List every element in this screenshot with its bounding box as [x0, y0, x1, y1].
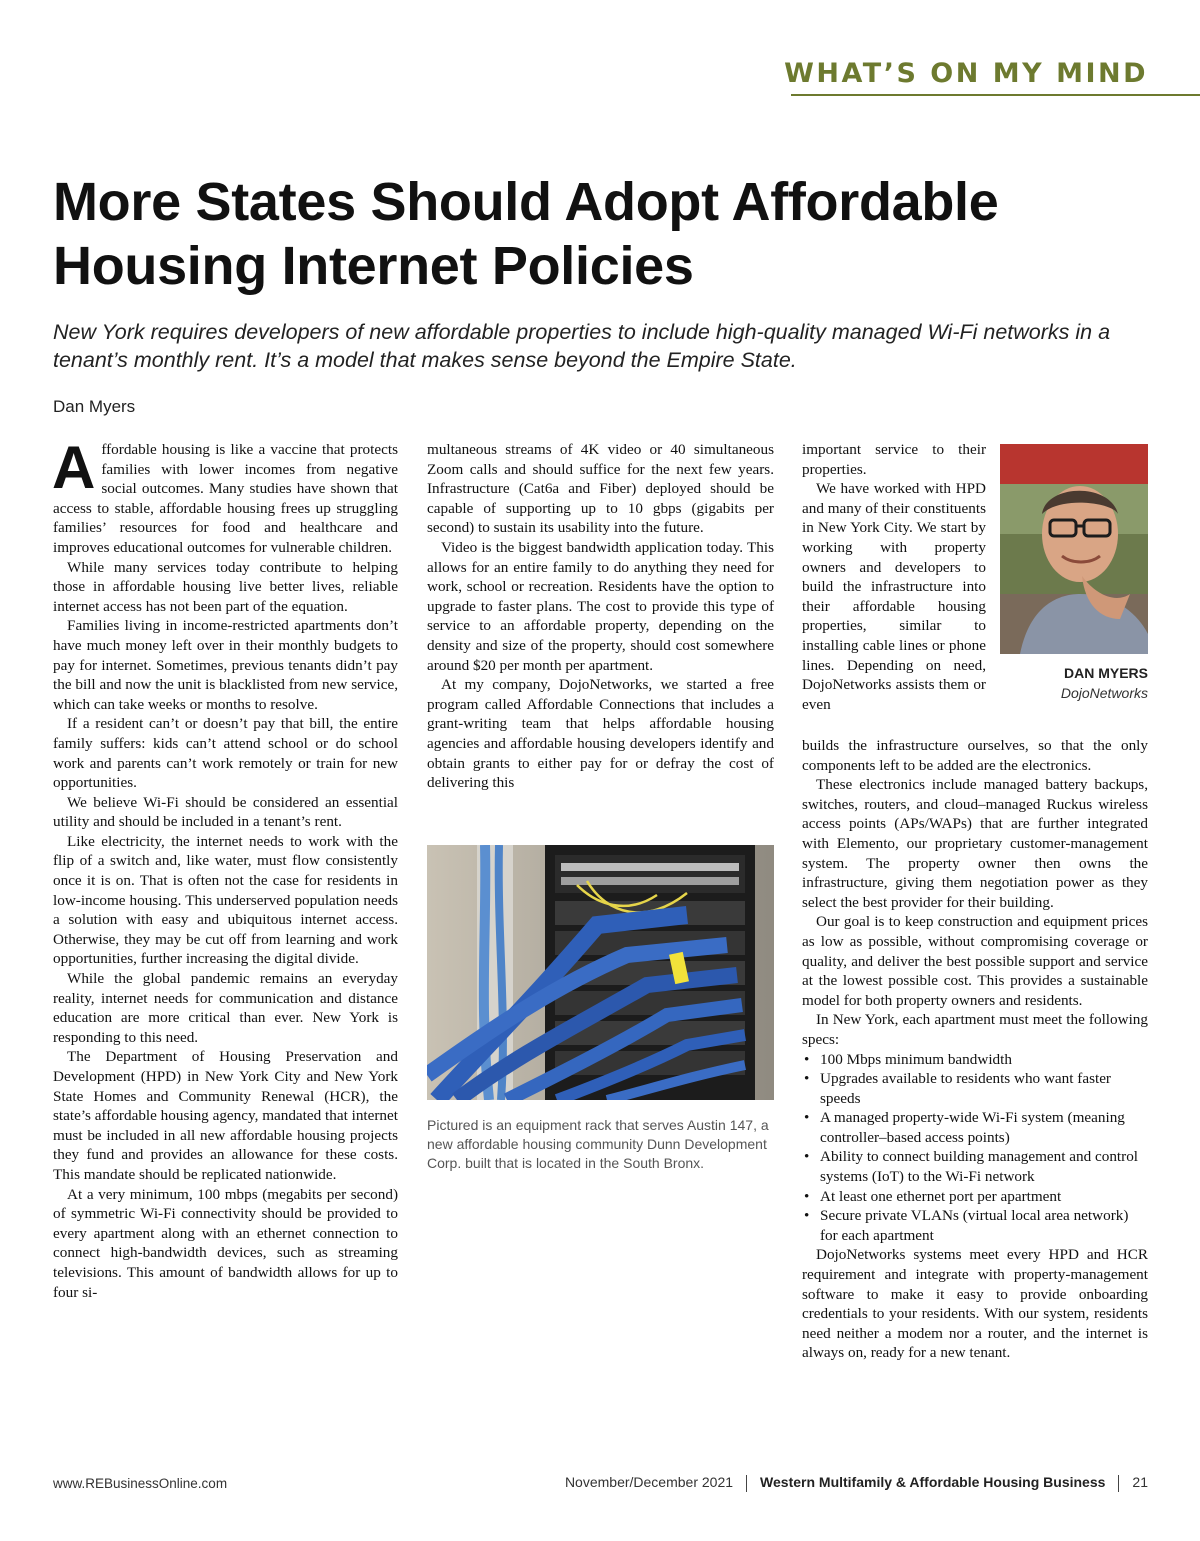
paragraph: Our goal is to keep construction and equipment prices as low as possible, without compromising coverage or quality, and deliver the best possible support and service at the lowest possible cost. This provides a sustainable model for both property owners and residents. — [802, 913, 1148, 1009]
photo-caption: Pictured is an equipment rack that serves Austin 147, a new affordable housing community Dunn Development Corp. built that is located in the South Bronx. — [427, 1117, 769, 1171]
drop-cap: A — [52, 434, 96, 501]
section-rule — [791, 94, 1200, 96]
list-item: • 100 Mbps minimum bandwidth — [802, 1050, 1148, 1070]
paragraph: While the global pandemic remains an everyday reality, internet needs for communication and distance education are more critical than ever. New York is responding to this need. — [53, 970, 398, 1046]
paragraph-text: ffordable housing is like a vaccine that protects families with lower incomes from negative social outcomes. Many studies have shown that access to stable, affordable housing frees up struggling families’ resources for food and healthcare and improves educational outcomes for vulnerable children. — [53, 441, 398, 556]
paragraph — [52, 434, 398, 558]
paragraph: DojoNetworks systems meet every HPD and HCR requirement and integrate with property-management software to make it easy to provide onboarding credentials to your residents. With our system, residents need neither a modem nor a router, and the internet is always on, ready for a new tenant. — [802, 1246, 1148, 1362]
section-tag: WHAT’S ON MY MIND — [784, 58, 1148, 89]
list-item: • At least one ethernet port per apartment — [802, 1187, 1148, 1207]
paragraph: Video is the biggest bandwidth application today. This allows for an entire family to do anything they need for work, school or recreation. Residents have the option to upgrade to faster plans. The cost to provide this type of service to an affordable property, depending on the density and size of the property, should cost somewhere around $20 per month per apartment. — [427, 538, 774, 674]
paragraph: We believe Wi-Fi should be considered an essential utility and should be included in a tenant’s rent. — [53, 793, 398, 831]
page-number: 21 — [1132, 1474, 1148, 1490]
paragraph: The Department of Housing Preservation and Development (HPD) in New York City and New York State Homes and Community Renewal (HCR), the state’s affordable housing agency, mandated that internet must be included in all new affordable housing projects they fund and provides an allowance for these costs. This mandate should be replicated nationwide. — [53, 1048, 398, 1183]
list-item: • Ability to connect building management and control systems (IoT) to the Wi-Fi network — [802, 1147, 1148, 1186]
divider — [1118, 1475, 1119, 1492]
paragraph: While many services today contribute to helping those in affordable housing live better lives, reliable internet access has not been part of the equation. — [53, 558, 398, 615]
list-item: • A managed property-wide Wi-Fi system (meaning controller–based access points) — [802, 1108, 1148, 1147]
column-2 — [427, 440, 774, 793]
paragraph: These electronics include managed battery backups, switches, routers, and cloud–managed Ruckus wireless access points (APs/WAPs) that are further integrated with Elemento, our proprietary customer-management system. The property owner then owns the infrastructure, giving them negotiation power as they select the best provider for their building. — [802, 776, 1148, 911]
byline: Dan Myers — [53, 397, 136, 416]
column-1 — [52, 434, 398, 1302]
paragraph: builds the infrastructure ourselves, so that the only components left to be added are the electronics. — [802, 737, 1148, 774]
paragraph: important service to their properties. — [802, 441, 986, 478]
footer-url-link[interactable]: www.REBusinessOnline.com — [53, 1476, 228, 1491]
footer-info — [565, 1474, 1148, 1492]
paragraph: multaneous streams of 4K video or 40 simultaneous Zoom calls and should suffice for the next few years. Infrastructure (Cat6a and Fiber) deployed should be capable of supporting up to 10 gbps (gigabits per second) to sustain its usability into the future. — [427, 441, 774, 537]
column-3-top — [802, 440, 986, 714]
list-item: • Secure private VLANs (virtual local area network) for each apartment — [802, 1206, 1148, 1245]
paragraph: Like electricity, the internet needs to work with the flip of a switch and, like water, must flow consistently once it is on. That is often not the case for residents in low-income housing. This underserved population needs a solution with easy and ubiquitous internet access. Otherwise, they may be cut off from learning and work opportunities, further increasing the digital divide. — [53, 832, 398, 968]
paragraph: Families living in income-restricted apartments don’t have much money left over in their monthly budgets to pay for internet. Sometimes, previous tenants didn’t pay the bill and now the unit is blacklisted from new service, which can take weeks or months to resolve. — [53, 617, 398, 713]
paragraph: At my company, DojoNetworks, we started a free program called Affordable Connections that includes a grant-writing team that helps affordable housing agencies and affordable housing developers identify and obtain grants to either pay for or defray the cost of delivering this — [427, 676, 774, 792]
paragraph: In New York, each apartment must meet the following specs: — [802, 1011, 1148, 1048]
column-3 — [802, 736, 1148, 1363]
equipment-rack-photo — [427, 845, 774, 1100]
deck: New York requires developers of new affordable properties to include high-quality managed Wi-Fi networks in a tenant’s monthly rent. It’s a model that makes sense beyond the Empire State. — [53, 320, 1111, 372]
magazine-name: Western Multifamily & Affordable Housing Business — [760, 1474, 1106, 1490]
list-item: • Upgrades available to residents who want faster speeds — [802, 1069, 1148, 1108]
portrait-organization: DojoNetworks — [1060, 685, 1148, 701]
paragraph: If a resident can’t or doesn’t pay that bill, the entire family suffers: kids can’t attend school or do school work and parents can’t work remotely or train for new opportunities. — [53, 715, 398, 792]
issue-date: November/December 2021 — [564, 1474, 734, 1490]
paragraph: At a very minimum, 100 mbps (megabits per second) of symmetric Wi-Fi connectivity should be provided to every apartment along with an ethernet connection to connect high-bandwidth devices, such as streaming televisions. This amount of bandwidth allows for up to four si- — [53, 1185, 398, 1301]
headline: More States Should Adopt Affordable Housing Internet Policies — [53, 172, 999, 296]
specs-list — [802, 1050, 1148, 1246]
portrait-name: DAN MYERS — [1063, 665, 1148, 681]
divider — [746, 1475, 747, 1492]
author-portrait-photo — [1000, 444, 1148, 654]
paragraph: We have worked with HPD and many of their constituents in New York City. We start by working with property owners and developers to build the infrastructure into their affordable housing properties, similar to installing cable lines or phone lines. Depending on need, DojoNetworks assists them or even — [802, 480, 986, 713]
